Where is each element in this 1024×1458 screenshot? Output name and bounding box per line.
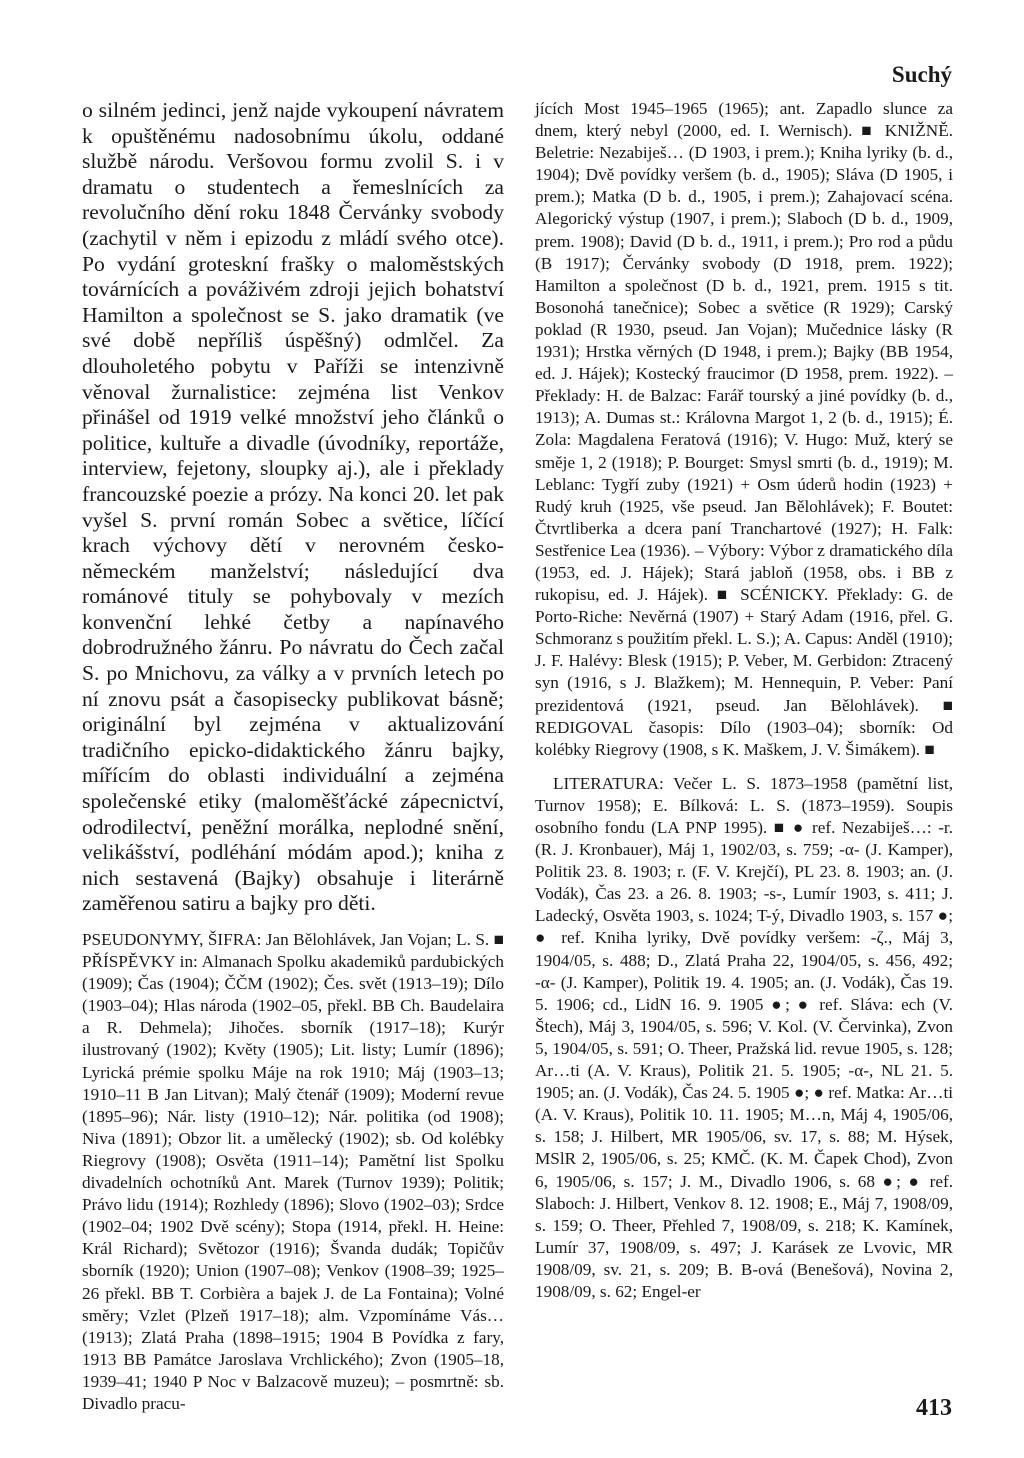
literature-paragraph: LITERATURA: Večer L. S. 1873–1958 (pamětní list, Turnov 1958); E. Bílková: L. S. (1873–1959). Soupis osobního fondu (LA PNP 1995). ■ ● ref. Nezabiješ…: -r. (R. J. Kronbauer), Máj 1, 1902/03, s. 759; -α- (J. Kamper), Politik 23. 8. 1903; r. (F. V. Krejčí), PL 23. 8. 1903; an. (J. Vodák), Čas 23. a 26. 8. 1903; -s-, Lumír 1903, s. 411; J. Ladecký, Osvěta 1903, s. 1024; T-ý, Divadlo 1903, s. 157 ●; ● ref. Kniha lyriky, Dvě povídky veršem: -ζ., Máj 3, 1904/05, s. 488; D., Zlatá Praha 22, 1904/05, s. 456, 492; -α- (J. Kamper), Politik 19. 4. 1905; an. (J. Vodák), Čas 19. 5. 1906; cd., LidN 16. 9. 1905 ●; ● ref. Sláva: ech (V. Štech), Máj 3, 1904/05, s. 596; V. Kol. (V. Červinka), Zvon 5, 1904/05, s. 591; O. Theer, Pražská lid. revue 1905, s. 128; Ar…ti (A. V. Kraus), Politik 21. 5. 1905; -α-, NL 21. 5. 1905; an. (J. Vodák), Čas 24. 5. 1905 ●; ● ref. Matka: Ar…ti (A. V. Kraus), Politik 10. 11. 1905; M…n, Máj 4, 1905/06, s. 158; J. Hilbert, MR 1905/06, sv. 17, s. 88; M. Hýsek, MSlR 2, 1905/06, s. 25; KMČ. (K. M. Čapek Chod), Zvon 6, 1905/06, s. 157; J. M., Divadlo 1906, s. 68 ●; ● ref. Slaboch: J. Hilbert, Venkov 8. 12. 1908; E., Máj 7, 1908/09, s. 159; O. Theer, Přehled 7, 1908/09, s. 218; K. Kamínek, Lumír 37, 1908/09, s. 497; J. Karásek ze Lvovic, MR 1908/09, sv. 21, s. 209; B. B-ová (Benešová), Novina 2, 1908/09, s. 62; Engel-er [535, 773, 953, 1301]
left-column [82, 98, 504, 1415]
page-number: 413 [916, 1395, 952, 1421]
pseudonyms-contributions-paragraph: PSEUDONYMY, ŠIFRA: Jan Bělohlávek, Jan Vojan; L. S. ■ PŘÍSPĚVKY in: Almanach Spolku akademiků pardubických (1909); Čas (1904); ČČM (1902); Čes. svět (1913–19); Dílo (1903–04); Hlas národa (1902–05, překl. BB Ch. Baudelaira a R. Dehmela); Jihočes. sborník (1917–18); Kurýr ilustrovaný (1902); Květy (1905); Lit. listy; Lumír (1896); Lyrická prémie spolku Máje na rok 1910; Máj (1903–13; 1910–11 B Jan Litvan); Malý čtenář (1909); Moderní revue (1895–96); Nár. listy (1910–12); Nár. politika (od 1908); Niva (1891); Obzor lit. a umělecký (1902); sb. Od kolébky Riegrovy (1908); Osvěta (1911–14); Pamětní list Spolku divadelních ochotníků Ant. Marek (Turnov 1939); Politik; Právo lidu (1914); Rozhledy (1896); Slovo (1902–03); Srdce (1902–04; 1902 Dvě scény); Stopa (1914, překl. H. Heine: Král Richard); Světozor (1916); Švanda dudák; Topičův sborník (1920); Union (1907–08); Venkov (1908–39; 1925–26 překl. BB T. Corbièra a bajek J. de La Fontaina); Volné směry; Vzlet (Plzeň 1917–18); alm. Vzpomínáme Vás… (1913); Zlatá Praha (1898–1915; 1904 B Povídka z fary, 1913 BB Památce Jaroslava Vrchlického); Zvon (1905–18, 1939–41; 1940 P Noc v Balzacově muzeu); – posmrtně: sb. Divadlo pracu- [82, 930, 504, 1413]
main-text-paragraph: o silném jedinci, jenž najde vykoupení návratem k opuštěnému nadosobnímu úkolu, oddané službě národu. Veršovou formu zvolil S. i v dramatu o studentech a řemeslnících za revolučního dění roku 1848 Červánky svobody (zachytil v něm i epizodu z mládí svého otce). Po vydání groteskní frašky o maloměstských továrnících a pováživém zdroji jejich bohatství Hamilton a společnost se S. jako dramatik (ve své době nepříliš úspěšný) odmlčel. Za dlouholetého pobytu v Paříži se intenzivně věnoval žurnalistice: zejména list Venkov přinášel od 1919 velké množství jeho článků o politice, kultuře a divadle (úvodníky, reportáže, interview, fejetony, sloupky aj.), ale i překlady francouzské poezie a prózy. Na konci 20. let pak vyšel S. první román Sobec a světice, líčící krach výchovy dětí v nerovném česko-německém manželství; následující dva románové tituly se pohybovaly v mezích konvenční lehké četby a napínavého dobrodružného žánru. Po návratu do Čech začal S. po Mnichovu, za války a v prvních letech po ní znovu psát a časopisecky publikovat básně; originální byl zejména v aktualizování tradičního epicko-didaktického žánru bajky, mířícím do oblasti individuální a zejména společenské etiky (maloměšťácké zápecnictví, odrodilectví, peněžní morálka, neplodné snění, velikášství, podléhání módám apod.); kniha z nich sestavená (Bajky) obsahuje i literárně zaměřenou satiru a bajky pro děti. [82, 98, 504, 916]
works-paragraph: jících Most 1945–1965 (1965); ant. Zapadlo slunce za dnem, který nebyl (2000, ed. I. Wernisch). ■ KNIŽNĚ. Beletrie: Nezabiješ… (D 1903, i prem.); Kniha lyriky (b. d., 1904); Dvě povídky veršem (b. d., 1905); Sláva (D 1905, i prem.); Matka (D b. d., 1905, i prem.); Zahajovací scéna. Alegorický výstup (1907, i prem.); Slaboch (D b. d., 1909, prem. 1908); David (D b. d., 1911, i prem.); Pro rod a půdu (B 1917); Červánky svobody (D 1918, prem. 1922); Hamilton a společnost (D b. d., 1921, prem. 1915 s tit. Bosonohá tanečnice); Sobec a světice (R 1929); Carský poklad (R 1930, pseud. Jan Vojan); Mučednice lásky (R 1931); Hrstka věrných (D 1948, i prem.); Bajky (BB 1954, ed. J. Hájek); Kostecký fraucimor (D 1958, prem. 1922). – Překlady: H. de Balzac: Farář tourský a jiné povídky (b. d., 1913); A. Dumas st.: Královna Margot 1, 2 (b. d., 1915); É. Zola: Magdalena Feratová (1916); V. Hugo: Muž, který se směje 1, 2 (1918); P. Bourget: Smysl smrti (b. d., 1919); M. Leblanc: Tygří zuby (1921) + Osm úderů hodin (1923) + Rudý kruh (1925, vše pseud. Jan Bělohlávek); F. Boutet: Čtvrtliberka a dcera paní Tranchartové (1927); H. Falk: Sestřenice Lea (1936). – Výbory: Výbor z dramatického díla (1953, ed. J. Hájek); Stará jabloň (1958, obs. i BB z rukopisu, ed. J. Hájek). ■ SCÉNICKY. Překlady: G. de Porto-Riche: Nevěrná (1907) + Starý Adam (1916, přel. G. Schmoranz s použitím překl. L. S.); A. Capus: Anděl (1910); J. F. Halévy: Blesk (1915); P. Veber, M. Gerbidon: Ztracený syn (1916, s J. Blažkem); M. Hennequin, P. Veber: Paní prezidentová (1921, pseud. Jan Bělohlávek). ■ REDIGOVAL časopis: Dílo (1903–04); sborník: Od kolébky Riegrovy (1908, s K. Maškem, J. V. Šimákem). ■ [535, 99, 953, 759]
right-column [535, 98, 953, 1303]
running-head: Suchý [891, 62, 952, 87]
